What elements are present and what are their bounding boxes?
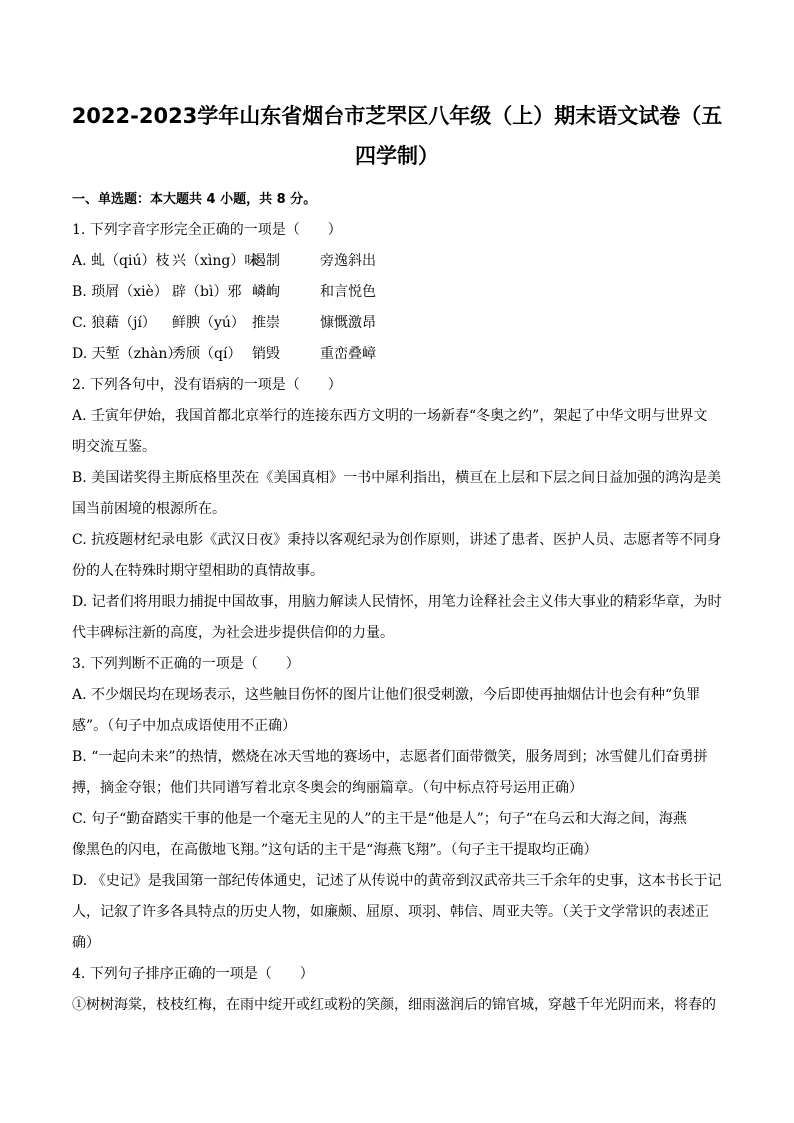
question-1-option-a xyxy=(72,246,722,277)
option-d-item-4: 重峦叠嶂 xyxy=(320,346,376,362)
question-1-option-d xyxy=(72,339,722,370)
page-title xyxy=(70,96,724,176)
question-2-option-c-line-1: C. 抗疫题材纪录电影《武汉日夜》秉持以客观纪录为创作原则，讲述了患者、医护人员、志愿者等不同身 xyxy=(72,532,722,548)
question-2-stem: 2. 下列各句中，没有语病的一项是（ ） xyxy=(72,377,342,393)
question-3-stem: 3. 下列判断不正确的一项是（ ） xyxy=(72,656,300,672)
title-line-1: 2022-2023学年山东省烟台市芝罘区八年级（上）期末语文试卷（五 xyxy=(71,104,723,128)
question-3-option-a-line-2: 感”。（句子中加点成语使用不正确） xyxy=(72,718,297,734)
option-d-item-3: 销毁 xyxy=(252,346,280,362)
question-1-option-b xyxy=(72,277,722,308)
question-3-option-d-line-2: 人，记叙了许多各具特点的历史人物，如廉颇、屈原、项羽、韩信、周亚夫等。（关于文学常识的表述正 xyxy=(72,904,709,920)
option-c-item-4: 慷慨激昂 xyxy=(320,315,376,331)
question-3-option-b-line-2: 搏，摘金夺银；他们共同谱写着北京冬奥会的绚丽篇章。（句中标点符号运用正确） xyxy=(72,780,583,796)
question-3-option-a-line-1: A. 不少烟民均在现场表示，这些触目伤怀的图片让他们很受刺激，今后即使再抽烟估计也会有种“负罪 xyxy=(72,687,701,703)
option-b-item-4: 和言悦色 xyxy=(320,284,376,300)
option-a-item-1: A. 虬（qiú）枝 xyxy=(72,253,170,269)
question-4-stem: 4. 下列句子排序正确的一项是（ ） xyxy=(72,966,314,982)
question-2-option-c-line-2: 份的人在特殊时期守望相助的真情故事。 xyxy=(72,563,324,579)
option-a-item-2: 兴（xìng）味 xyxy=(172,253,259,269)
question-1-stem: 1. 下列字音字形完全正确的一项是（ ） xyxy=(72,222,342,238)
option-c-item-3: 推崇 xyxy=(252,315,280,331)
question-3-option-b-line-1: B. “一起向未来”的热情，燃烧在冰天雪地的赛场中，志愿者们面带微笑，服务周到；冰雪健儿们奋勇拼 xyxy=(72,749,708,765)
question-content xyxy=(72,184,722,1021)
option-b-item-2: 辟（bì）邪 xyxy=(172,284,242,300)
option-c-item-1: C. 狼藉（jí） xyxy=(72,315,156,331)
option-a-item-3: 遏制 xyxy=(252,253,280,269)
option-b-item-1: B. 琐屑（xiè） xyxy=(72,284,168,300)
question-3-option-d-line-1: D. 《史记》是我国第一部纪传体通史，记述了从传说中的黄帝到汉武帝共三千余年的史事，这本书长于记 xyxy=(72,873,722,889)
option-d-item-2: 秀颀（qí） xyxy=(172,346,242,362)
question-2-option-b-line-2: 国当前困境的根源所在。 xyxy=(72,501,226,517)
question-2-option-d-line-2: 代丰碑标注新的高度，为社会进步提供信仰的力量。 xyxy=(72,625,394,641)
question-4-sentence-1: ①树树海棠，枝枝红梅，在雨中绽开或红或粉的笑颜，细雨滋润后的锦官城，穿越千年光阴而来，将春的 xyxy=(72,997,716,1013)
option-a-item-4: 旁逸斜出 xyxy=(320,253,376,269)
question-2-option-a-line-1: A. 壬寅年伊始，我国首都北京举行的连接东西方文明的一场新春“冬奥之约”，架起了中华文明与世界文 xyxy=(72,408,708,424)
question-2-option-a-line-2: 明交流互鉴。 xyxy=(72,439,156,455)
option-b-item-3: 嶙峋 xyxy=(252,284,280,300)
question-2-option-b-line-1: B. 美国诺奖得主斯底格里茨在《美国真相》一书中犀利指出，横亘在上层和下层之间日益加强的鸿沟是美 xyxy=(72,470,722,486)
option-c-item-2: 鲜腴（yú） xyxy=(172,315,245,331)
option-d-item-1: D. 天堑（zhàn） xyxy=(72,346,182,362)
section-heading: 一、单选题：本大题共 4 小题，共 8 分。 xyxy=(72,192,317,207)
question-2-option-d-line-1: D. 记者们将用眼力捕捉中国故事，用脑力解读人民情怀，用笔力诠释社会主义伟大事业的精彩华章，为时 xyxy=(72,594,722,610)
title-line-2: 四学制） xyxy=(355,144,439,168)
question-3-option-c-line-2: 像黑色的闪电，在高傲地飞翔。”这句话的主干是“海燕飞翔”。（句子主干提取均正确） xyxy=(72,842,598,858)
question-1-option-c xyxy=(72,308,722,339)
question-3-option-d-line-3: 确） xyxy=(72,935,100,951)
question-3-option-c-line-1: C. 句子“勤奋踏实干事的他是一个毫无主见的人”的主干是“他是人”；句子“在乌云和大海之间，海燕 xyxy=(72,811,687,827)
